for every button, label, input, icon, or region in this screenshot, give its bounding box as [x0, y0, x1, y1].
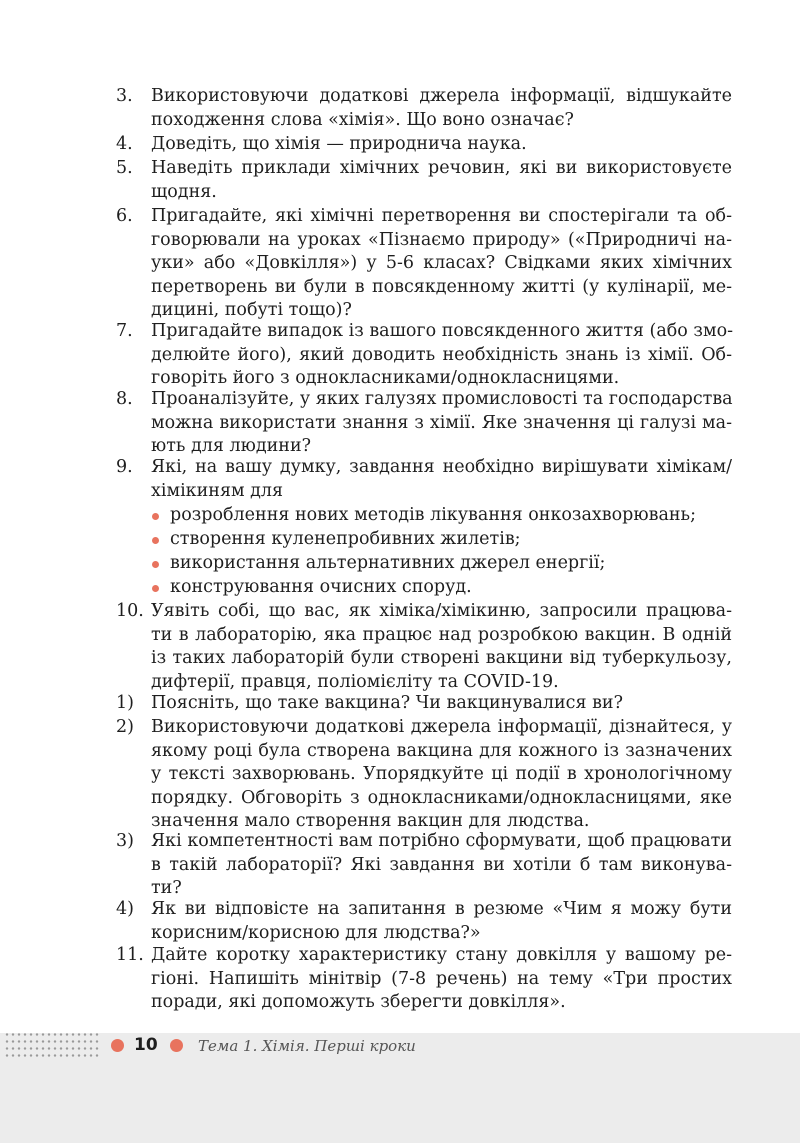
text-line: Використовуючи додаткові джерела інформації, дізнайтеся, у [151, 717, 732, 737]
text-line: поради, які допоможуть зберегти довкілля». [151, 992, 566, 1012]
text-line: Уявіть собі, що вас, як хіміка/хімікиню, запросили працюва- [151, 601, 732, 621]
question-text [151, 133, 732, 157]
text-line: гіоні. Напишіть мінітвір (7-8 речень) на тему «Три простих [151, 968, 732, 989]
question-text [151, 944, 732, 1015]
question-number: 8. [116, 389, 133, 409]
text-line: із таких лабораторій були створені вакцини від туберкульозу, [151, 648, 732, 668]
question-text [151, 85, 732, 132]
subquestion-text [151, 716, 732, 834]
text-line: ти в лабораторію, яка працює над розробкою вакцин. В одній [151, 624, 732, 645]
dot-pattern-icon [4, 1031, 100, 1057]
text-line: порядку. Обговоріть з однокласниками/однокласницями, яке [151, 787, 732, 808]
text-line: Доведіть, що хімія — природнича наука. [151, 134, 527, 154]
question-number: 10. [116, 601, 144, 621]
text-line: дицині, побуті тощо)? [151, 300, 352, 320]
question-number: 11. [116, 945, 144, 965]
text-line: говорювали на уроках «Пізнаємо природу» («Природничі на- [151, 229, 732, 250]
text-line: хімікиням для [151, 480, 284, 501]
text-line: щодня. [151, 181, 217, 202]
subquestion-number: 1) [116, 693, 134, 713]
text-line: можна використати знання з хімії. Яке значення ці галузі ма- [151, 412, 732, 433]
subquestion-number: 4) [116, 899, 134, 919]
question-number: 5. [116, 158, 133, 178]
subquestion-number: 3) [116, 831, 134, 851]
bullet-dot-icon [152, 561, 159, 568]
text-line: корисним/корисною для людства?» [151, 922, 481, 943]
text-line: Використовуючи додаткові джерела інформації, відшукайте [151, 86, 732, 106]
text-line: Дайте коротку характеристику стану довкілля у вашому ре- [151, 945, 732, 965]
question-text [151, 205, 732, 323]
question-text [151, 320, 732, 391]
text-line: Як ви відповісте на запитання в резюме «Чим я можу бути [151, 899, 732, 919]
bullet-text: розроблення нових методів лікування онкозахворювань; [170, 505, 696, 525]
text-line: Які компетентності вам потрібно сформувати, щоб працювати [151, 831, 732, 851]
text-line: в такій лабораторії? Які завдання ви хотіли б там виконува- [151, 854, 732, 875]
text-line: Які, на вашу думку, завдання необхідно вирішувати хімікам/ [151, 457, 732, 477]
question-text [151, 600, 732, 694]
text-line: Пригадайте, які хімічні перетворення ви спостерігали та об- [151, 206, 732, 226]
accent-dot-icon [170, 1039, 183, 1052]
subquestion-text [151, 898, 732, 945]
question-number: 9. [116, 457, 133, 477]
text-line: Пригадайте випадок із вашого повсякденного життя (або змо- [151, 321, 734, 341]
text-line: ти? [151, 878, 182, 898]
subquestion-text [151, 692, 732, 716]
running-header-topic: Тема 1. Хімія. Перші кроки [198, 1037, 416, 1055]
text-line: Поясніть, що таке вакцина? Чи вакцинувалися ви? [151, 693, 623, 713]
text-line: у тексті захворювань. Упорядкуйте ці події в хронологічному [151, 764, 732, 784]
bullet-dot-icon [152, 585, 159, 592]
subquestion-text [151, 830, 732, 901]
bullet-dot-icon [152, 537, 159, 544]
text-line: Проаналізуйте, у яких галузях промисловості та господарства [151, 389, 733, 409]
text-line: дифтерії, правця, поліомієліту та COVID-19. [151, 671, 559, 692]
text-line: уки» або «Довкілля») у 5-6 класах? Свідками яких хімічних [151, 253, 732, 273]
text-line: значення мало створення вакцин для людства. [151, 811, 590, 831]
text-line: делюйте його), який доводить необхідність знань із хімії. Об- [151, 344, 732, 365]
subquestion-number: 2) [116, 717, 134, 737]
bullet-dot-icon [152, 513, 159, 520]
text-line: перетворень ви були в повсякденному житті (у кулінарії, ме- [151, 276, 732, 297]
bullet-text: використання альтернативних джерел енергії; [170, 553, 606, 573]
text-line: походження слова «хімія». Що воно означає? [151, 109, 574, 130]
question-number: 3. [116, 86, 133, 106]
bullet-text: створення куленепробивних жилетів; [170, 529, 521, 549]
accent-dot-icon [111, 1039, 124, 1052]
text-line: говоріть його з однокласниками/однокласницями. [151, 368, 620, 388]
question-number: 6. [116, 206, 133, 226]
question-text [151, 388, 732, 459]
bullet-text: конструювання очисних споруд. [170, 577, 472, 597]
text-line: Наведіть приклади хімічних речовин, які ви використовуєте [151, 158, 732, 178]
text-line: ють для людини? [151, 436, 312, 456]
question-text [151, 157, 732, 204]
page-number: 10 [134, 1035, 158, 1055]
question-text [151, 456, 732, 503]
question-number: 7. [116, 321, 133, 341]
text-line: якому році була створена вакцина для кожного із зазначених [151, 740, 732, 761]
question-number: 4. [116, 134, 133, 154]
